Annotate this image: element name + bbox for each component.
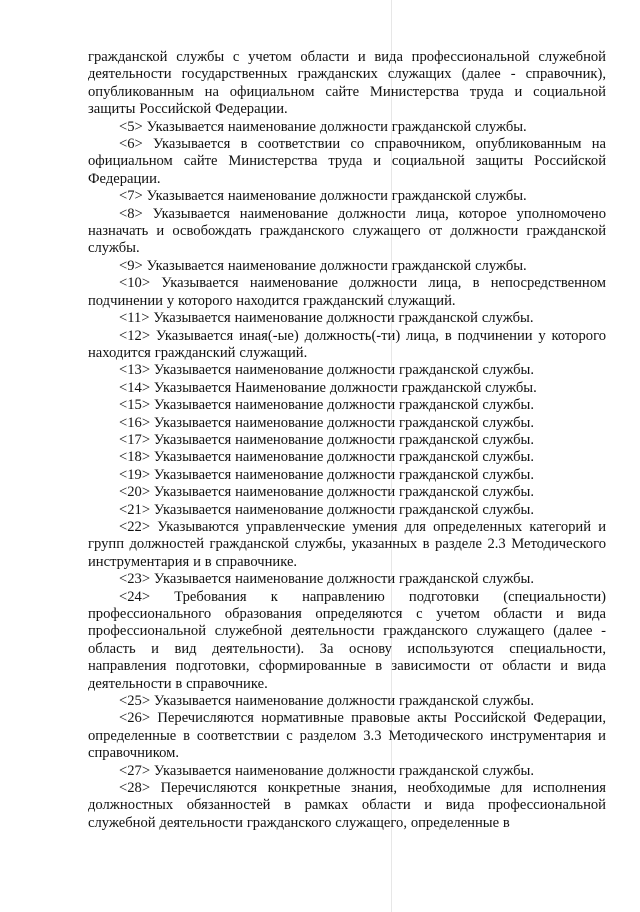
footnote-15: <15> Указывается наименование должности гражданской службы. [119, 397, 535, 414]
footnote-21: <21> Указывается наименование должности гражданской службы. [119, 501, 535, 518]
footnote-27: <27> Указывается наименование должности гражданской службы. [119, 762, 535, 779]
footnote-13: <13> Указывается наименование должности гражданской службы. [119, 362, 535, 379]
footnote-25: <25> Указывается наименование должности гражданской службы. [119, 693, 535, 710]
scan-fold-line [391, 0, 392, 912]
footnote-7: <7> Указывается наименование должности гражданской службы. [119, 188, 527, 205]
footnote-20: <20> Указывается наименование должности гражданской службы. [119, 484, 535, 501]
footnote-18: <18> Указывается наименование должности гражданской службы. [119, 449, 535, 466]
paragraph-continuation: гражданской службы с учетом области и вида профессиональной служебной деятельности государственных гражданских служащих (далее - справочник), опубликованным на официальном сайте Министерства труда и социальной защиты Российской Федерации. [88, 49, 606, 118]
footnote-8: <8> Указывается наименование должности лица, которое уполномочено назначать и освобождать гражданского служащего от должности гражданской службы. [88, 205, 606, 257]
footnote-24: <24> Требования к направлению подготовки (специальности) профессионального образования определяются с учетом области и вида профессиональной служебной деятельности гражданского служащего (далее - область и вид деятельности). За основу используются специальности, направления подготовки, сформированные в зависимости от области и вида деятельности в справочнике. [88, 588, 606, 692]
footnote-6: <6> Указывается в соответствии со справочником, опубликованным на официальном сайте Министерства труда и социальной защиты Российской Федерации. [88, 136, 606, 187]
footnote-11: <11> Указывается наименование должности гражданской службы. [119, 310, 534, 327]
footnote-19: <19> Указывается наименование должности гражданской службы. [119, 466, 535, 483]
footnote-9: <9> Указывается наименование должности гражданской службы. [119, 257, 527, 274]
footnote-22: <22> Указываются управленческие умения для определенных категорий и групп должностей гражданской службы, указанных в разделе 2.3 Методического инструментария и в справочнике. [88, 518, 606, 570]
footnote-12: <12> Указывается иная(-ые) должность(-ти) лица, в подчинении у которого находится гражданский служащий. [88, 327, 606, 361]
footnote-28: <28> Перечисляются конкретные знания, необходимые для исполнения должностных обязанностей в рамках области и вида профессиональной служебной деятельности гражданского служащего, определенные в [88, 780, 606, 831]
footnote-23: <23> Указывается наименование должности гражданской службы. [119, 571, 535, 588]
footnote-16: <16> Указывается наименование должности гражданской службы. [119, 414, 535, 431]
footnote-14: <14> Указывается Наименование должности гражданской службы. [119, 379, 537, 396]
footnote-26: <26> Перечисляются нормативные правовые акты Российской Федерации, определенные в соответствии с разделом 3.3 Методического инструментария и справочником. [88, 710, 606, 762]
footnote-5: <5> Указывается наименование должности гражданской службы. [119, 118, 527, 135]
footnote-17: <17> Указывается наименование должности гражданской службы. [119, 431, 535, 448]
footnote-10: <10> Указывается наименование должности лица, в непосредственном подчинении у которого находится гражданский служащий. [88, 275, 606, 309]
